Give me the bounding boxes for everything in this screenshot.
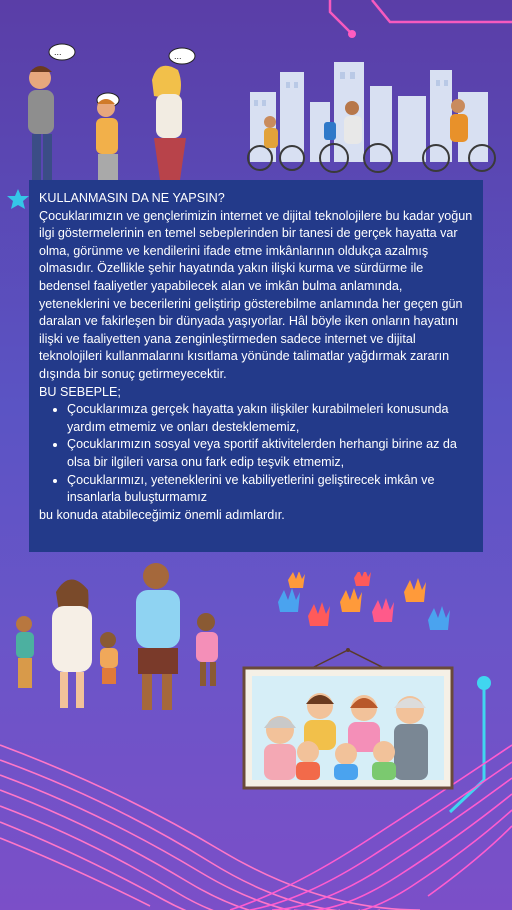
star-icon	[6, 188, 30, 212]
article-paragraph: Çocuklarımızın ve gençlerimizin internet ve dijital teknolojilere bu kadar yoğun ilgi göstermelerinin en temel sebeplerinden bir tanesi de gerçek hayatta var olma, görünme ve kendilerini ifade etme imkânlarının oldukça azalmış olmasıdır. Özellikle şehir hayatında yakın ilişki kurma ve sürdürme ile bedensel faaliyetler yapabilecek alan ve imkân bulma anlamında, yeteneklerini ve becerilerini geliştirip gösterebilme anlamında her geçen gün daralan ve fakirleşen bir dünyada yaşıyorlar. Hâl böyle iken onların hayatını ilişki ve faaliyetten yana zenginleştirmeden sadece internet ve dijital teknolojileri kullanmalarını kısıtlama yönünde talimatlar yağdırmak zararın dışında bir sonuç getirmeyecektir.	[39, 208, 473, 381]
article-closing: bu konuda atabileceğimiz önemli adımlardır.	[39, 507, 285, 522]
bullet-item: • Çocuklarımıza gerçek hayatta yakın ilişkiler kurabilmeleri konusunda yardım etmemiz ve onları desteklememiz,	[67, 401, 473, 436]
bullet-list	[39, 401, 473, 507]
city-cyclists-illustration	[230, 62, 512, 180]
svg-text:...: ...	[174, 51, 182, 61]
article-heading: KULLANMASIN DA NE YAPSIN?	[39, 191, 225, 205]
bullet-item: • Çocuklarımızın sosyal veya sportif aktivitelerden herhangi birine az da olsa bir ilgileri varsa onu fark edip teşvik etmemiz,	[67, 436, 473, 471]
colorful-hands-illustration	[268, 572, 468, 644]
article-subheading: BU SEBEPLE;	[39, 384, 121, 399]
family-walking-illustration	[10, 560, 232, 720]
people-with-phones-illustration	[18, 40, 218, 180]
bullet-item: • Çocuklarımızı, yeteneklerini ve kabiliyetlerini geliştirecek imkân ve insanlarla buluşturmamız	[67, 472, 473, 507]
article-card	[29, 180, 483, 552]
family-photo-frame-illustration	[242, 648, 454, 790]
svg-text:...: ...	[54, 47, 62, 57]
